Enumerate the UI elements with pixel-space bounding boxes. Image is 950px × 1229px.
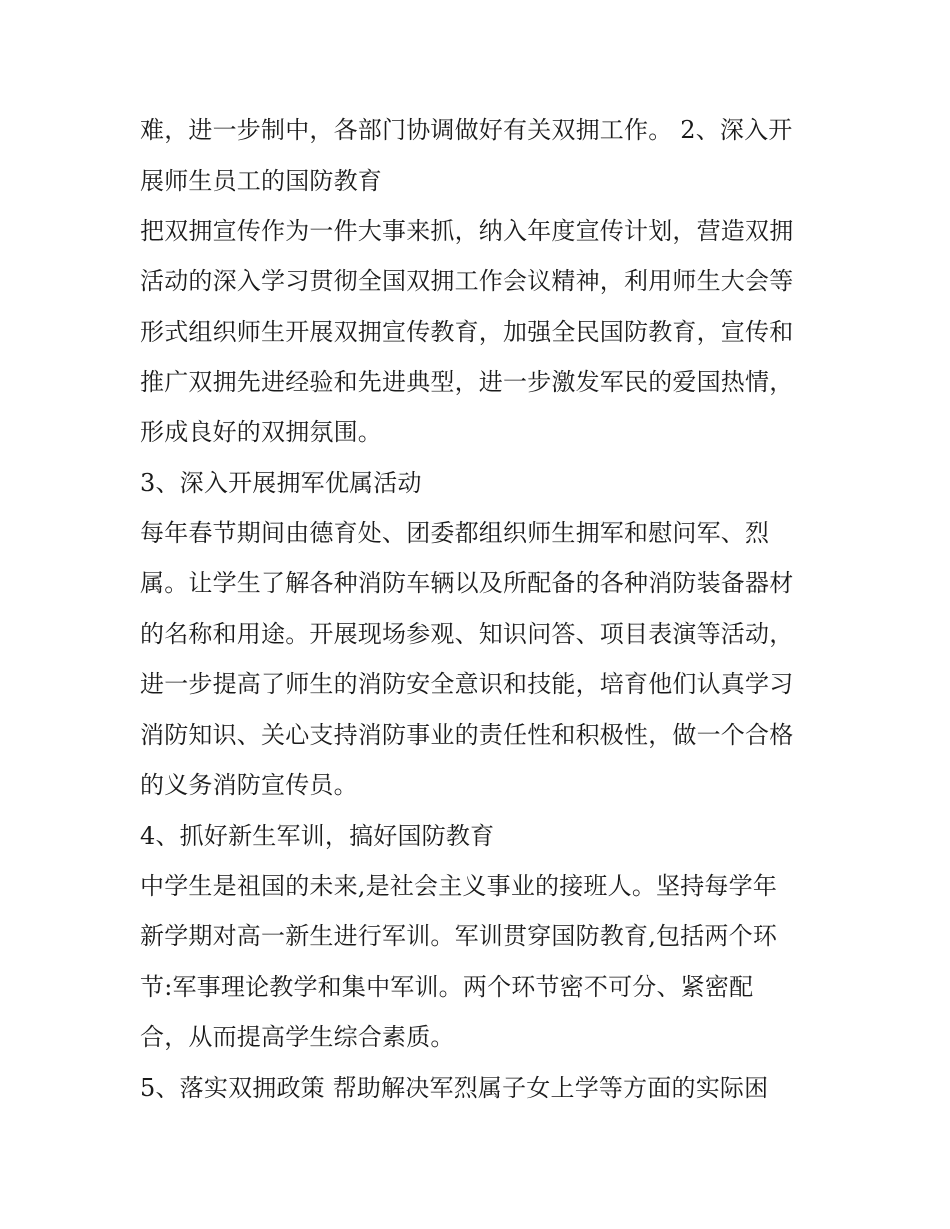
- paragraph-line: 每年春节期间由德育处、团委都组织师生拥军和慰问军、烈: [140, 519, 770, 547]
- paragraph-line: 消防知识、关心支持消防事业的责任性和积极性，做一个合格: [140, 721, 794, 749]
- paragraph-line: 展师生员工的国防教育: [140, 167, 382, 195]
- paragraph-line: 节:军事理论教学和集中军训。两个环节密不可分、紧密配: [140, 973, 754, 1001]
- paragraph-line: 推广双拥先进经验和先进典型，进一步激发军民的爱国热情，: [140, 368, 794, 396]
- section-heading: 5、落实双拥政策 帮助解决军烈属子女上学等方面的实际困: [140, 1074, 769, 1102]
- paragraph-line: 的名称和用途。开展现场参观、知识问答、项目表演等活动，: [140, 620, 794, 648]
- paragraph-line: 属。让学生了解各种消防车辆以及所配备的各种消防装备器材: [140, 569, 794, 597]
- paragraph-line: 中学生是祖国的未来,是社会主义事业的接班人。坚持每学年: [140, 872, 778, 900]
- section-heading: 3、深入开展拥军优属活动: [140, 469, 422, 497]
- paragraph-line: 的义务消防宣传员。: [140, 771, 358, 799]
- paragraph-line: 活动的深入学习贯彻全国双拥工作会议精神，利用师生大会等: [140, 267, 794, 295]
- paragraph-line: 把双拥宣传作为一件大事来抓，纳入年度宣传计划，营造双拥: [140, 217, 794, 245]
- paragraph-line: 形式组织师生开展双拥宣传教育，加强全民国防教育，宣传和: [140, 318, 794, 346]
- paragraph-line: 合，从而提高学生综合素质。: [140, 1023, 455, 1051]
- paragraph-line: 难，进一步制中，各部门协调做好有关双拥工作。 2、深入开: [140, 116, 793, 144]
- paragraph-line: 形成良好的双拥氛围。: [140, 418, 382, 446]
- section-heading: 4、抓好新生军训，搞好国防教育: [140, 822, 495, 850]
- paragraph-line: 新学期对高一新生进行军训。军训贯穿国防教育,包括两个环: [140, 922, 778, 950]
- paragraph-line: 进一步提高了师生的消防安全意识和技能，培育他们认真学习: [140, 670, 794, 698]
